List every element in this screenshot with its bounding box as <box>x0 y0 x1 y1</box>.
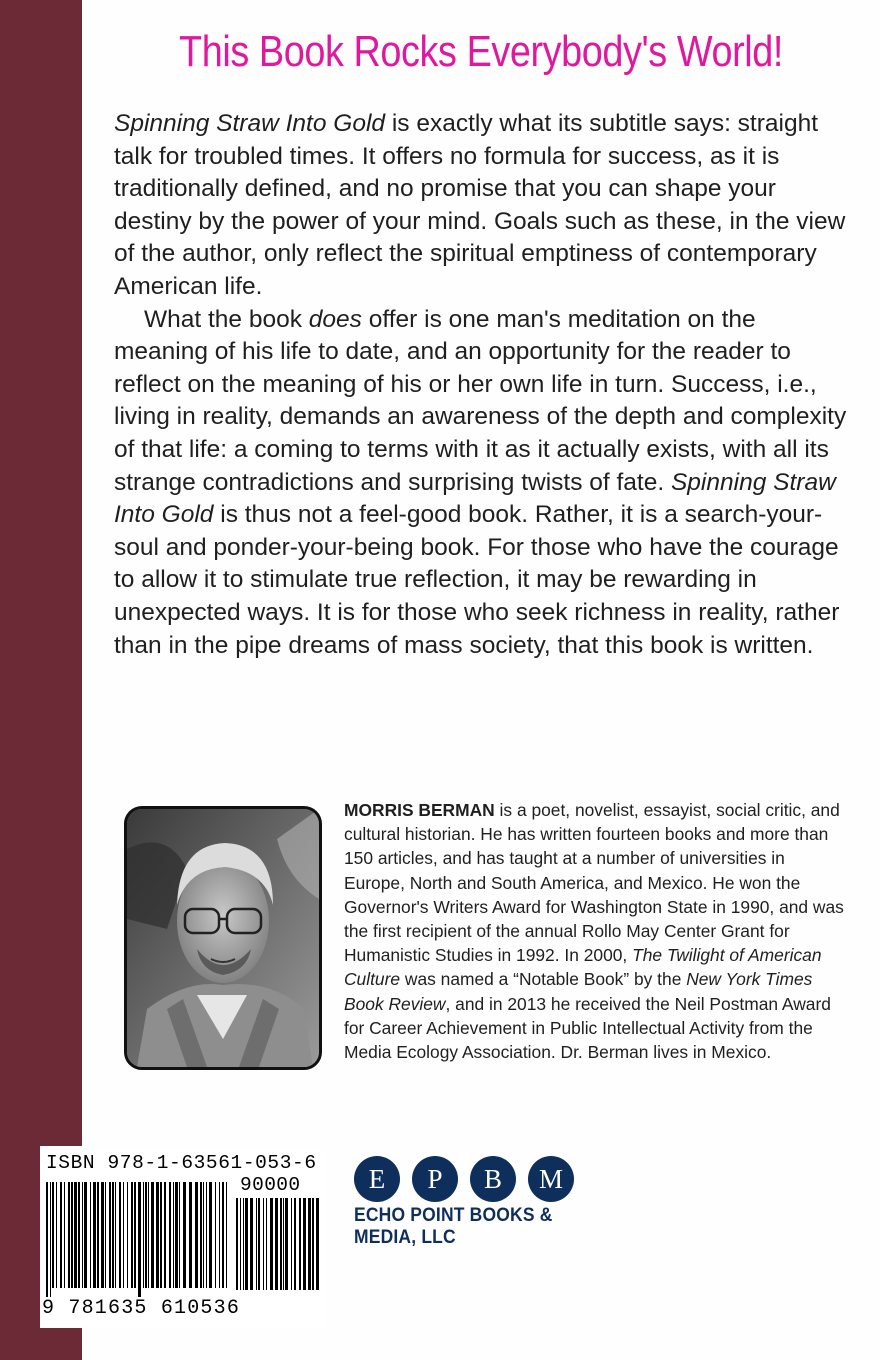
price-code: 90000 <box>240 1174 301 1196</box>
logo-letter-e: E <box>354 1156 400 1202</box>
barcode-bar <box>50 1182 51 1300</box>
blurb-paragraph-1 <box>114 108 854 304</box>
blurb-text: offer is one man's meditation on the meaning of his life to date, and an opportunity for the reader to reflect on the meaning of his or her own life in turn. Success, i.e., living in reality, demands an awareness of the depth and complexity of that life: a coming to terms with it as it actually exists, with all its strange contradictions and surprising twists of fate. <box>114 305 847 496</box>
barcode-bar <box>266 1198 267 1290</box>
barcode-bar <box>285 1198 288 1290</box>
barcode-bar <box>74 1182 77 1288</box>
author-name: MORRIS BERMAN <box>344 800 495 820</box>
barcode-bar <box>156 1182 159 1288</box>
barcode-bar <box>160 1182 162 1288</box>
barcode-bar <box>151 1182 154 1288</box>
barcode-bar <box>283 1198 284 1290</box>
barcode-bar <box>294 1198 296 1290</box>
barcode-bar <box>143 1182 144 1288</box>
barcode-bar <box>209 1182 212 1288</box>
publication-title: New York Times Book Review <box>344 969 813 1014</box>
barcode-bar <box>200 1182 202 1288</box>
barcode-bar <box>60 1182 62 1288</box>
publisher-name: ECHO POINT BOOKS & MEDIA, LLC <box>354 1205 553 1248</box>
barcode-addon-bars <box>236 1198 322 1302</box>
barcode-bar <box>68 1182 70 1288</box>
bio-text: was named a “Notable Book” by the <box>400 969 687 990</box>
book-title: Spinning Straw Into Gold <box>114 468 836 529</box>
barcode-bar <box>203 1182 204 1288</box>
barcode-bar <box>175 1182 178 1288</box>
barcode-bar <box>195 1182 198 1288</box>
blurb-text: is exactly what its subtitle says: straight talk for troubled times. It offers no formula for success, as it is traditionally defined, and no promise that you can shape your destiny by the power of your mind. Goals such as these, in the view of the author, only reflect the spiritual emptiness of contemporary American life. <box>114 110 846 300</box>
barcode-bar <box>222 1182 224 1288</box>
barcode-bar <box>206 1182 207 1288</box>
logo-letter-p: P <box>412 1156 458 1202</box>
logo-letter-b: B <box>470 1156 516 1202</box>
barcode-bar <box>123 1182 124 1288</box>
barcode-bar <box>46 1182 48 1300</box>
barcode-bar <box>215 1182 216 1288</box>
book-title: The Twilight of American Culture <box>344 945 822 990</box>
barcode-bar <box>71 1182 73 1288</box>
barcode-bar <box>226 1182 227 1288</box>
barcode-bar <box>275 1198 278 1290</box>
barcode-bar <box>115 1182 116 1288</box>
barcode-bar <box>52 1182 54 1288</box>
barcode-bar <box>127 1182 128 1288</box>
barcode-bar <box>169 1182 171 1288</box>
barcode-bar <box>179 1182 180 1288</box>
logo-letter-m: M <box>528 1156 574 1202</box>
blurb-paragraph-2 <box>114 304 854 663</box>
barcode-bar <box>64 1182 65 1288</box>
barcode-bar <box>148 1182 149 1288</box>
isbn-label: ISBN 978-1-63561-053-6 <box>46 1152 317 1174</box>
author-portrait <box>127 809 319 1067</box>
barcode-bar <box>308 1198 311 1290</box>
barcode-bar <box>97 1182 99 1288</box>
barcode-bar <box>173 1182 174 1288</box>
publisher-logo <box>354 1156 594 1206</box>
barcode-bar <box>105 1182 106 1288</box>
barcode-bar <box>270 1198 273 1290</box>
barcode-number: 9 781635 610536 <box>42 1297 241 1320</box>
barcode-bar <box>299 1198 301 1290</box>
barcode-bar <box>280 1198 282 1290</box>
barcode-bar <box>84 1182 87 1288</box>
barcode-bar <box>316 1198 319 1290</box>
author-bio <box>344 798 844 1064</box>
barcode-bar <box>78 1182 80 1288</box>
barcode-bar <box>263 1198 264 1290</box>
barcode-bar <box>134 1182 136 1288</box>
barcode-bar <box>219 1182 220 1288</box>
barcode-bar <box>101 1182 104 1288</box>
barcode-bar <box>250 1198 253 1290</box>
barcode-bar <box>138 1182 141 1300</box>
bio-text: is a poet, novelist, essayist, social critic, and cultural historian. He has written fourteen books and more than 150 articles, and has taught at a number of universities in Europe, North and South America, and Mexico. He won the Governor's Writers Award for Washington State in 1990, and was the first recipient of the annual Rollo May Center Grant for Humanistic Studies in 1992. In 2000, <box>344 800 844 966</box>
barcode-bar <box>245 1198 248 1290</box>
barcode-bar <box>240 1198 241 1290</box>
barcode-bar <box>82 1182 83 1288</box>
barcode-bar <box>145 1182 147 1288</box>
barcode-bar <box>189 1182 192 1288</box>
barcode-bar <box>93 1182 96 1288</box>
headline: This Book Rocks Everybody's World! <box>179 27 783 76</box>
blurb-text: What the book <box>144 305 309 333</box>
barcode-bar <box>243 1198 244 1290</box>
barcode-bars <box>46 1182 232 1300</box>
blurb-text: is thus not a feel-good book. Rather, it is a search-your-soul and ponder-your-being book. For those who have the courage to allow it to stimulate true reflection, it may be rewarding in unexpected ways. It is for those who seek richness in reality, rather than in the pipe dreams of mass society, that this book is written. <box>114 501 840 659</box>
barcode-bar <box>291 1198 292 1290</box>
barcode-bar <box>303 1198 306 1290</box>
barcode-bar <box>131 1182 133 1288</box>
barcode-bar <box>112 1182 114 1288</box>
barcode-bar <box>236 1198 238 1290</box>
barcode-bar <box>56 1182 57 1288</box>
barcode-bar <box>90 1182 91 1288</box>
barcode-bar <box>258 1198 260 1290</box>
barcode-bar <box>119 1182 121 1288</box>
blurb <box>114 108 854 662</box>
author-photo <box>124 806 322 1070</box>
emphasis: does <box>308 305 362 333</box>
barcode-bar <box>164 1182 166 1288</box>
barcode-bar <box>256 1198 257 1290</box>
barcode-bar <box>109 1182 111 1288</box>
book-title: Spinning Straw Into Gold <box>114 110 386 137</box>
barcode-bar <box>312 1198 314 1290</box>
bio-paragraph <box>344 798 844 1064</box>
bio-text: , and in 2013 he received the Neil Postman Award for Career Achievement in Public Intellectual Activity from the Media Ecology Association. Dr. Berman lives in Mexico. <box>344 993 831 1063</box>
barcode-bar <box>183 1182 186 1288</box>
